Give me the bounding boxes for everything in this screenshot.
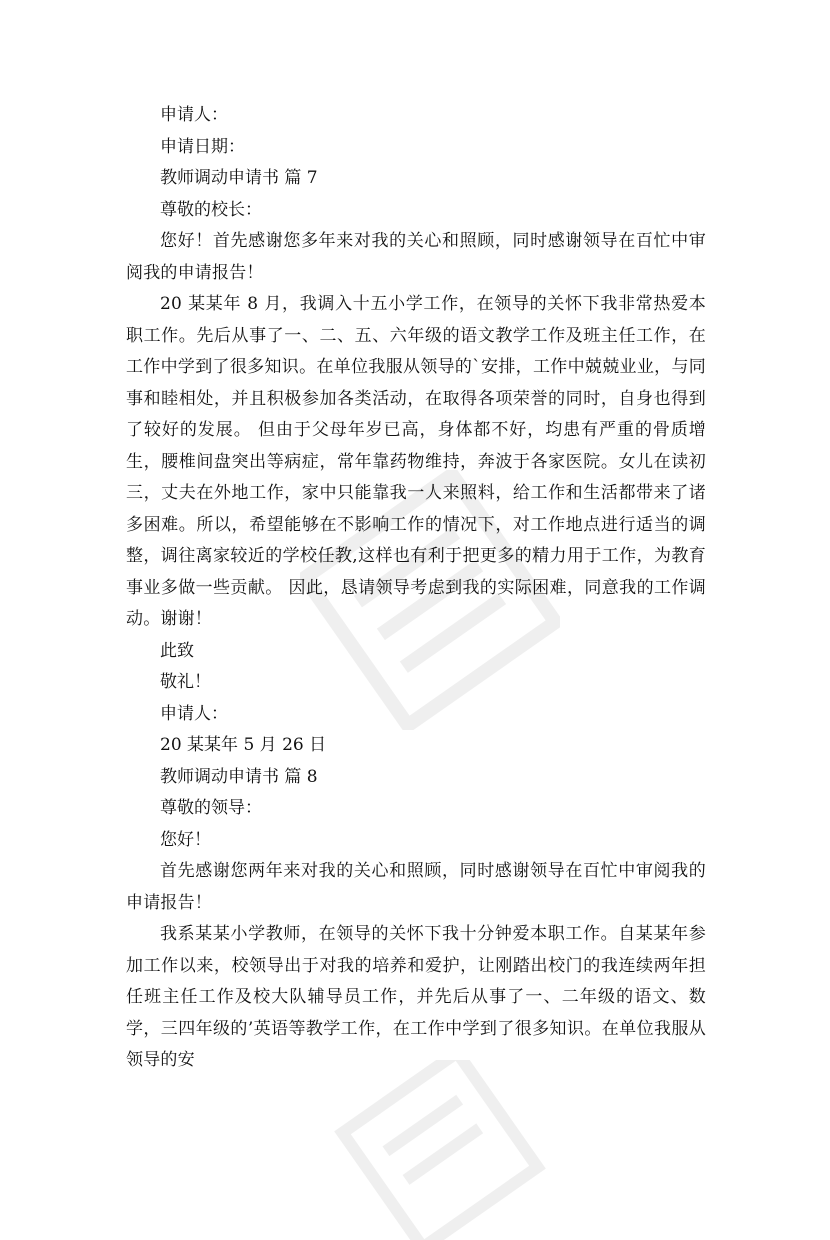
paragraph-body-7: 20 某某年 8 月，我调入十五小学工作，在领导的关怀下我非常热爱本职工作。先后从事了一、二、五、六年级的语文教学工作及班主任工作，在工作中学到了很多知识。在单位我服从领导的`安排，工作中兢兢业业，与同事和睦相处，并且积极参加各类活动，在取得各项荣誉的同时，自身也得到了较好的发展。 但由于父母年岁已高，身体都不好，均患有严重的骨质增生，腰椎间盘突出等病症，常年靠药物维持，奔波于各家医院。女儿在读初三，丈夫在外地工作，家中只能靠我一人来照料，给工作和生活都带来了诸多困难。所以，希望能够在不影响工作的情况下，对工作地点进行适当的调整，调往离家较近的学校任教,这样也有利于把更多的精力用于工作，为教育事业多做一些贡献。 因此，恳请领导考虑到我的实际困难，同意我的工作调动。谢谢！ — [126, 294, 706, 629]
closing-cizhi: 此致 — [160, 640, 194, 661]
paragraph-greeting-7: 您好！首先感谢您多年来对我的关心和照顾，同时感谢领导在百忙中审阅我的申请报告！ — [126, 231, 706, 283]
document-body — [126, 100, 706, 1077]
signature-date: 20 某某年 5 月 26 日 — [160, 735, 327, 755]
applicant-label: 申请人： — [160, 105, 228, 125]
salutation-principal: 尊敬的校长： — [160, 199, 262, 220]
applicant-label-2: 申请人： — [160, 703, 228, 724]
paragraph-thanks-8: 首先感谢您两年来对我的关心和照顾，同时感谢领导在百忙中审阅我的申请报告！ — [126, 861, 706, 913]
watermark-graphic-bottom — [330, 1060, 550, 1240]
salutation-leader: 尊敬的领导： — [160, 798, 262, 818]
paragraph-body-8: 我系某某小学教师，在领导的关怀下我十分钟爱本职工作。自某某年参加工作以来，校领导出于对我的培养和爱护，让刚踏出校门的我连续两年担任班主任工作及校大队辅导员工作，并先后从事了一、二年级的语文、数学，三四年级的’英语等教学工作，在工作中学到了很多知识。在单位我服从领导的安 — [126, 924, 706, 1070]
section-title-8: 教师调动申请书 篇 8 — [160, 766, 318, 787]
closing-jingli: 敬礼！ — [160, 672, 211, 692]
section-title-7: 教师调动申请书 篇 7 — [160, 168, 318, 188]
greeting-8: 您好！ — [160, 829, 211, 850]
application-date-label: 申请日期： — [160, 136, 245, 157]
